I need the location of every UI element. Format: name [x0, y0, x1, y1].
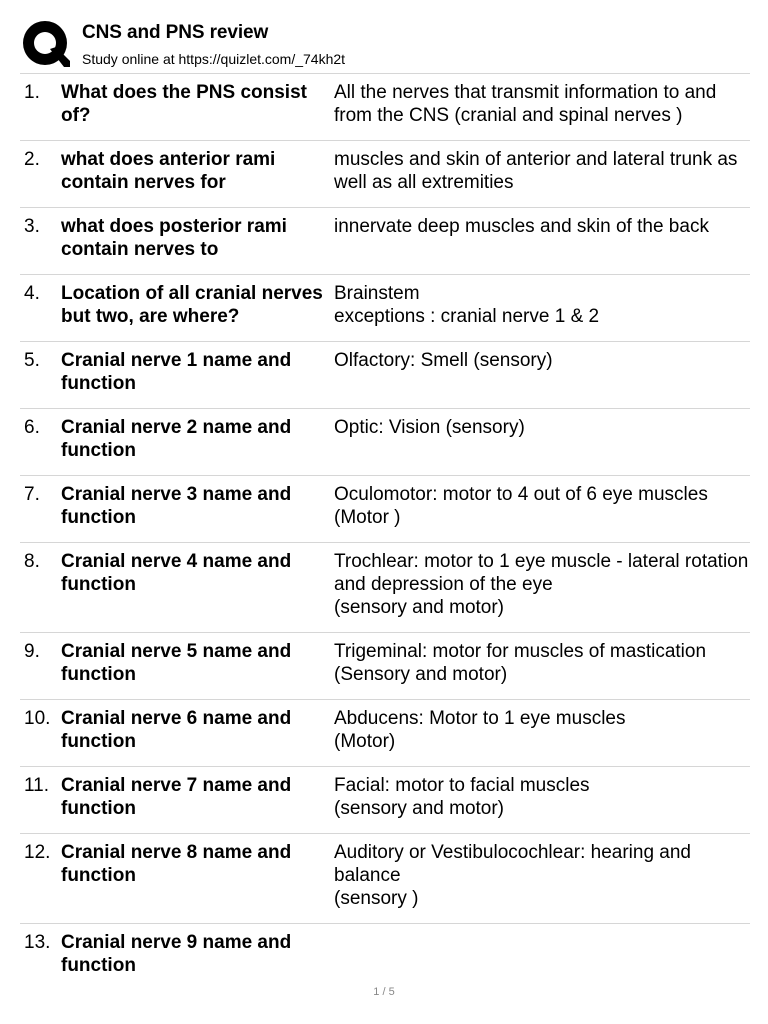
page-indicator: 1 / 5: [373, 986, 395, 998]
card-term: Cranial nerve 3 name and function: [61, 484, 292, 528]
document-header: [20, 18, 750, 74]
flashcard-row: [20, 274, 750, 341]
card-definition: muscles and skin of anterior and lateral trunk as well as all extremities: [334, 149, 738, 193]
card-number: 12.: [24, 842, 51, 863]
flashcard-row: [20, 923, 750, 990]
card-number: 1.: [24, 82, 40, 103]
flashcard-row: [20, 542, 750, 632]
card-number: 6.: [24, 417, 40, 438]
card-definition: innervate deep muscles and skin of the back: [334, 216, 709, 237]
card-definition: [334, 924, 750, 990]
page-title: CNS and PNS review: [82, 22, 269, 43]
card-term: what does anterior rami contain nerves for: [61, 149, 276, 193]
flashcard-row: [20, 475, 750, 542]
flashcard-row: [20, 73, 750, 140]
flashcard-list: [20, 73, 750, 990]
flashcard-row: [20, 766, 750, 833]
card-number: 7.: [24, 484, 40, 505]
flashcard-row: [20, 140, 750, 207]
card-definition: All the nerves that transmit information to and from the CNS (cranial and spinal nerves ): [334, 82, 717, 126]
card-number: 2.: [24, 149, 40, 170]
flashcard-row: [20, 341, 750, 408]
card-number: 11.: [24, 775, 50, 796]
card-term: Cranial nerve 9 name and function: [61, 932, 292, 976]
card-term: Cranial nerve 8 name and function: [61, 842, 292, 886]
card-number: 10.: [24, 708, 51, 729]
card-definition: Abducens: Motor to 1 eye muscles (Motor): [334, 708, 626, 752]
card-definition: Facial: motor to facial muscles (sensory and motor): [334, 775, 590, 819]
card-term: Location of all cranial nerves but two, are where?: [61, 283, 323, 327]
card-number: 8.: [24, 551, 40, 572]
card-term: What does the PNS consist of?: [61, 82, 307, 126]
quizlet-logo-icon: [20, 19, 70, 69]
card-definition: Auditory or Vestibulocochlear: hearing and balance (sensory ): [334, 842, 692, 909]
flashcard-row: [20, 699, 750, 766]
card-term: Cranial nerve 5 name and function: [61, 641, 292, 685]
flashcard-row: [20, 632, 750, 699]
card-number: 9.: [24, 641, 40, 662]
study-link-text[interactable]: Study online at https://quizlet.com/_74kh2t: [82, 51, 346, 67]
card-number: 13.: [24, 932, 51, 953]
card-definition: Olfactory: Smell (sensory): [334, 350, 553, 371]
flashcard-row: [20, 833, 750, 923]
card-definition: Brainstem exceptions : cranial nerve 1 & 2: [334, 283, 600, 327]
flashcard-row: [20, 408, 750, 475]
card-term: what does posterior rami contain nerves to: [61, 216, 287, 260]
flashcard-row: [20, 207, 750, 274]
card-definition: Trochlear: motor to 1 eye muscle - lateral rotation and depression of the eye (sensory and motor): [334, 551, 749, 618]
card-term: Cranial nerve 7 name and function: [61, 775, 292, 819]
card-term: Cranial nerve 2 name and function: [61, 417, 292, 461]
card-term: Cranial nerve 1 name and function: [61, 350, 292, 394]
card-number: 3.: [24, 216, 40, 237]
card-definition: Oculomotor: motor to 4 out of 6 eye muscles (Motor ): [334, 484, 708, 528]
card-definition: Trigeminal: motor for muscles of mastication (Sensory and motor): [334, 641, 707, 685]
card-definition: Optic: Vision (sensory): [334, 417, 525, 438]
card-number: 4.: [24, 283, 40, 304]
card-term: Cranial nerve 6 name and function: [61, 708, 292, 752]
card-number: 5.: [24, 350, 40, 371]
card-term: Cranial nerve 4 name and function: [61, 551, 292, 595]
